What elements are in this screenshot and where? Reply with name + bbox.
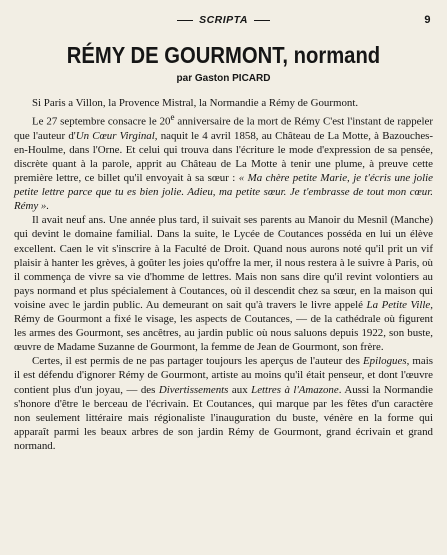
- article-body: [14, 96, 433, 453]
- article-byline: [14, 72, 433, 86]
- paragraph-2-text: Le 27 septembre consacre le 20: [32, 115, 171, 128]
- book-title-lettres-amazone: Lettres à l'Amazone: [251, 383, 339, 396]
- paragraph-4-text: aux: [228, 383, 252, 396]
- paragraph-2-text: , naquit le 4 avril 1858, au Château de La Motte, à Bazouches-en-Houlme, dans l'Orne. Et celui qui trouva dans l'écriture le mode d'expression de sa pensée, discrète quant à la parole, apprit au Château de La Motte à tenir une plume, à preuve cette première lettre, ce billet qu'il envoyait à sa sœur :: [14, 129, 434, 185]
- paragraph-2: [14, 110, 433, 213]
- book-title-epilogues: Epilogues: [363, 355, 407, 368]
- book-title-coeur-virginal: Un Cœur Virginal: [75, 129, 155, 142]
- paragraph-2-text: anniversaire de la mort de Rémy C'est l'instant de rappeler que l'auteur d': [14, 115, 433, 142]
- paragraph-3-text: Il avait neuf ans. Une année plus tard, il suivait ses parents au Manoir du Mesnil (Manche) qui devint le domaine familial. Dans la suite, le Lycée de Coutances posséda en lui un élève excellent. Caen le vit s'inscrire à la Faculté de Droit. Quand nous aurons noté qu'il prit un vif plaisir à hanter les grèves, à goûter les joies qu'offre la mer, il nous restera à le suivre à Paris, où il commença de vivre sa vie d'homme de lettres. Mais non sans dire qu'il revint volontiers au pays normand et plus spécialement à Coutances, où il descendit chez sa sœur, en la maison qui voisine avec le jardin public. Au demeurant on sait qu'à travers le livre appelé: [14, 214, 433, 311]
- ordinal-superscript: e: [170, 112, 175, 123]
- page-number: 9: [424, 14, 431, 26]
- running-header: [14, 14, 433, 30]
- book-title-petite-ville: La Petite Ville: [366, 298, 431, 311]
- letter-quotation: « Ma chère petite Marie, je t'écris une jolie petite lettre parce que tu es bien jolie. Adieu, ma petite sœur. Je t'embrasse de tout mon cœur. Rémy ».: [14, 172, 433, 213]
- book-title-divertissements: Divertissements: [158, 383, 229, 396]
- paragraph-1-text: Si Paris a Villon, la Provence Mistral, la Normandie a Rémy de Gourmont.: [32, 97, 359, 109]
- paragraph-4-text: . Aussi la Normandie s'honore d'être le berceau de l'écrivain. Et Coutances, qui marque par les fêtes d'un caractère non seulement littéraire mais régionaliste l'inauguration du buste, vénère en la forme qui apparaît parmi les beaux arbres de son jardin Rémy de Gourmont, grand écrivain et grand normand.: [14, 383, 433, 452]
- author-name: Gaston PICARD: [194, 73, 271, 84]
- running-title: SCRIPTA: [199, 14, 248, 26]
- paragraph-1: [14, 96, 433, 110]
- paragraph-3-text: , Rémy de Gourmont a fixé le visage, les aspects de Coutances, — de la cathédrale où figurent les armes des Gourmont, ses ancêtres, au jardin public où nous saluons depuis 1922, son buste, œuvre de Madame Suzanne de Gourmont, la femme de Jean de Gourmont, son frère.: [14, 298, 433, 354]
- byline-prefix: par: [176, 73, 193, 84]
- paragraph-4: [14, 354, 433, 453]
- paragraph-4-text: , mais il est défendu d'ignorer Rémy de Gourmont, artiste au moins qu'il était penseur, et dont l'œuvre contient plus d'un joyau, — des: [14, 355, 434, 396]
- paragraph-4-text: Certes, il est permis de ne pas partager toujours les aperçus de l'auteur des: [32, 355, 364, 368]
- header-dash-left: [177, 20, 193, 21]
- header-dash-right: [254, 20, 270, 21]
- paragraph-3: [14, 213, 433, 354]
- article-title: RÉMY DE GOURMONT, normand: [66, 42, 381, 68]
